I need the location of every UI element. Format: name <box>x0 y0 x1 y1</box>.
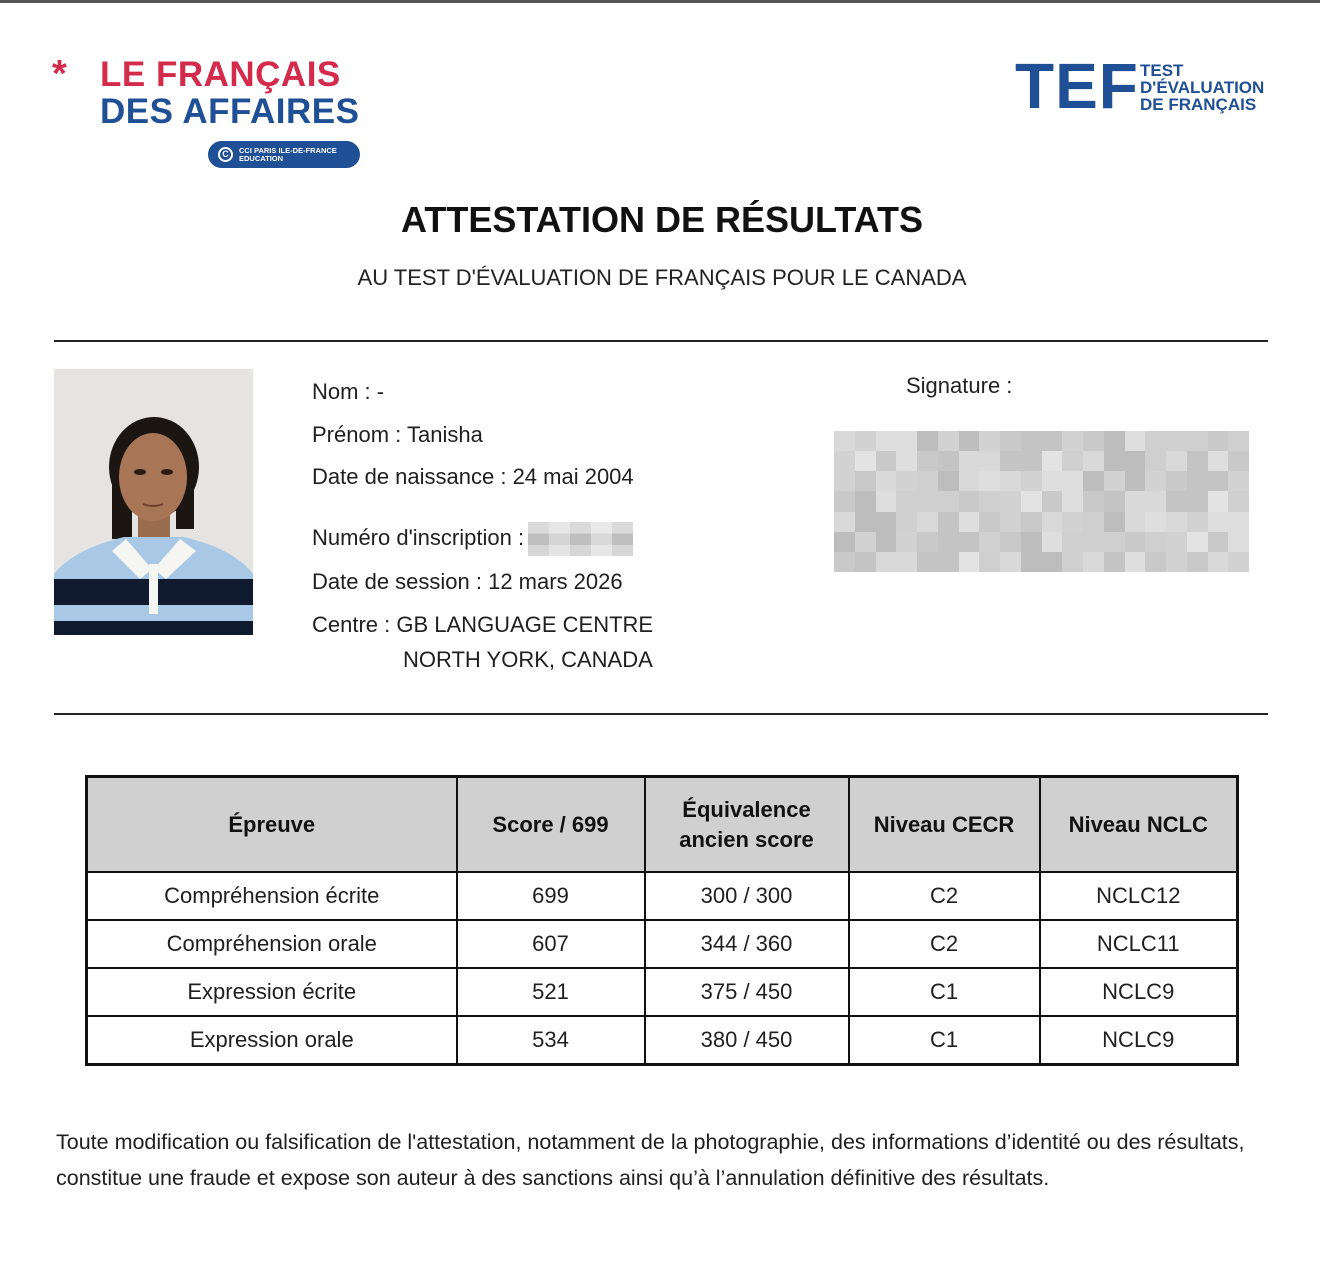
table-row <box>87 1016 1238 1065</box>
table-row <box>87 920 1238 968</box>
tef-line3: DE FRANÇAIS <box>1140 95 1257 114</box>
cell-score: 534 <box>457 1016 645 1065</box>
asterisk-icon: * <box>52 53 67 95</box>
cci-badge-line2: EDUCATION <box>239 153 284 163</box>
header-equivalence <box>645 777 849 873</box>
cell-score: 699 <box>457 872 645 920</box>
table-row <box>87 968 1238 1016</box>
cci-badge-line1: CCI PARIS ILE-DE-FRANCE <box>239 145 337 155</box>
logo-tef: TEF <box>1015 50 1139 122</box>
redacted-number <box>528 522 633 556</box>
page-subtitle: AU TEST D'ÉVALUATION DE FRANÇAIS POUR LE CANADA <box>357 265 967 290</box>
top-border <box>0 0 1320 3</box>
cell-equivalence: 375 / 450 <box>645 968 849 1016</box>
cell-equivalence: 344 / 360 <box>645 920 849 968</box>
cell-nclc: NCLC12 <box>1040 872 1238 920</box>
cci-badge <box>208 141 360 168</box>
cell-cecr: C1 <box>849 968 1040 1016</box>
table-header-row <box>87 777 1238 873</box>
page-title: ATTESTATION DE RÉSULTATS <box>401 199 923 240</box>
date-session-field: Date de session : 12 mars 2026 <box>312 569 623 594</box>
cell-nclc: NCLC11 <box>1040 920 1238 968</box>
logo-lfa-line2: DES AFFAIRES <box>100 92 360 131</box>
prenom-field: Prénom : Tanisha <box>312 422 483 447</box>
table-row <box>87 872 1238 920</box>
candidate-photo <box>54 369 253 635</box>
signature-redacted <box>834 431 1249 572</box>
cell-epreuve: Compréhension écrite <box>87 872 457 920</box>
cell-epreuve: Expression écrite <box>87 968 457 1016</box>
date-naissance-field: Date de naissance : 24 mai 2004 <box>312 464 634 489</box>
cell-score: 521 <box>457 968 645 1016</box>
cell-cecr: C1 <box>849 1016 1040 1065</box>
header-score: Score / 699 <box>457 777 645 873</box>
numero-inscription-label: Numéro d'inscription : <box>312 524 525 550</box>
cell-equivalence: 300 / 300 <box>645 872 849 920</box>
header-nclc: Niveau NCLC <box>1040 777 1238 873</box>
nom-field: Nom : - <box>312 379 385 404</box>
cell-epreuve: Compréhension orale <box>87 920 457 968</box>
signature-label: Signature : <box>906 373 1013 398</box>
cell-nclc: NCLC9 <box>1040 1016 1238 1065</box>
cell-cecr: C2 <box>849 920 1040 968</box>
results-table <box>85 775 1239 1066</box>
header-equivalence-line1: Équivalence <box>682 796 811 822</box>
cell-cecr: C2 <box>849 872 1040 920</box>
legal-notice: Toute modification ou falsification de l'attestation, notamment de la photographie, des informations d’identité ou des résultats, constitue une fraude et expose son auteur à des sanctions ainsi qu’à l’annulation définitive des résultats. <box>56 1130 1245 1190</box>
divider-top <box>54 340 1268 342</box>
header-equivalence-line2: ancien score <box>679 826 814 852</box>
header-epreuve: Épreuve <box>87 777 457 873</box>
centre-field: Centre : GB LANGUAGE CENTRE <box>312 612 654 637</box>
cci-icon: C <box>218 147 233 162</box>
cell-nclc: NCLC9 <box>1040 968 1238 1016</box>
cell-score: 607 <box>457 920 645 968</box>
divider-bottom <box>54 713 1268 715</box>
tef-line2: D'ÉVALUATION <box>1140 78 1265 97</box>
header-cecr: Niveau CECR <box>849 777 1040 873</box>
cell-epreuve: Expression orale <box>87 1016 457 1065</box>
numero-inscription-field <box>312 522 633 556</box>
centre-address: NORTH YORK, CANADA <box>403 647 653 672</box>
cell-equivalence: 380 / 450 <box>645 1016 849 1065</box>
logo-lfa-line1: LE FRANÇAIS <box>100 55 341 94</box>
logo-tef-subtitle <box>1140 62 1264 113</box>
tef-line1: TEST <box>1140 61 1184 80</box>
